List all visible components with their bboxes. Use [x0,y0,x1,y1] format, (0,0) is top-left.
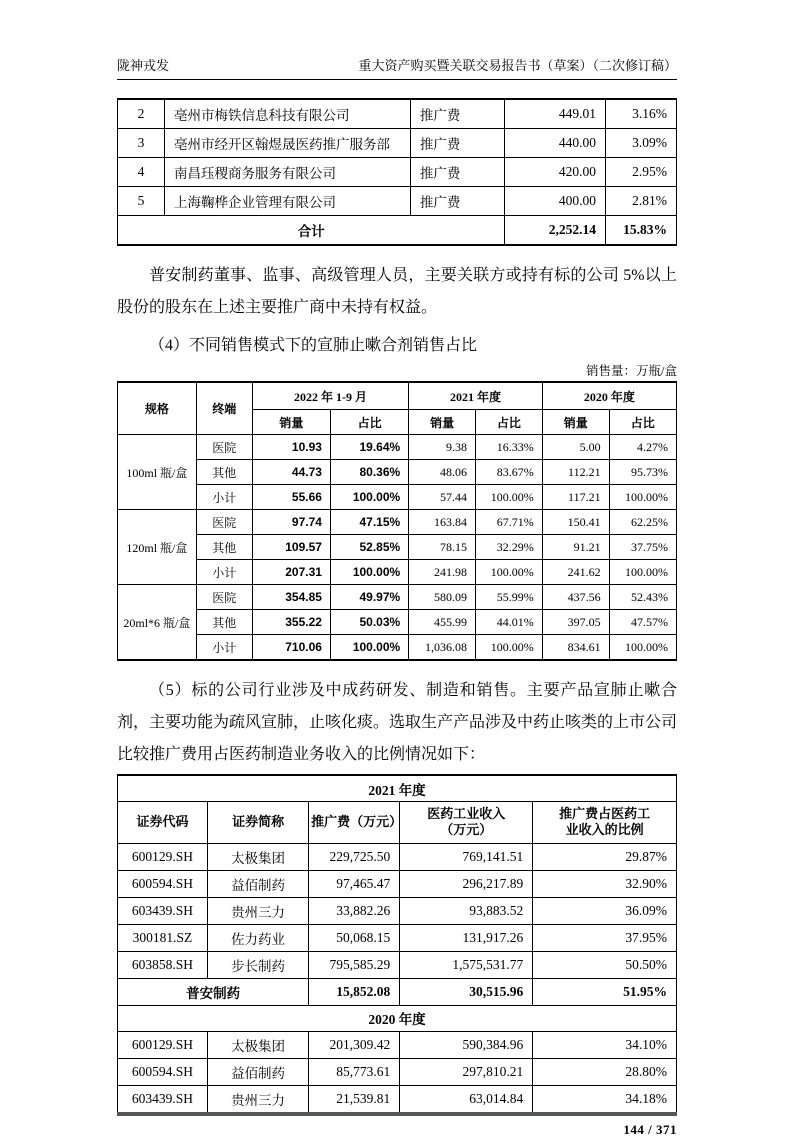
volume-cell: 48.06 [409,460,476,485]
target-name-cell: 普安制药 [118,978,309,1005]
ratio-cell: 29.87% [533,843,677,870]
total-label-cell: 合计 [118,216,505,246]
row-index-cell: 5 [118,187,165,216]
name-cell: 步长制药 [207,951,308,978]
fee-cell: 15,852.08 [309,978,400,1005]
fee-type-cell: 推广费 [410,158,504,187]
ratio-header-cell [533,802,677,844]
share-cell: 100.00% [330,560,408,585]
volume-cell: 91.21 [542,535,609,560]
share-cell: 100.00% [609,485,676,510]
volume-cell: 207.31 [252,560,330,585]
table-row [118,99,677,129]
year-band-cell: 2020 年度 [118,1005,677,1031]
share-cell: 100.00% [609,560,676,585]
income-cell: 1,575,531.77 [400,951,533,978]
name-cell: 益佰制药 [207,1058,308,1085]
unit-note: 销售量：万瓶/盒 [586,364,677,378]
volume-cell: 241.62 [542,560,609,585]
spec-cell: 100ml 瓶/盒 [118,435,197,510]
fee-header-cell: 推广费（万元） [309,802,400,844]
year-band-cell: 2021 年度 [118,775,677,802]
share-cell: 16.33% [476,435,543,460]
volume-cell: 10.93 [252,435,330,460]
share-cell: 49.97% [330,585,408,610]
peer-comparison-table [117,774,677,1116]
share-cell: 80.36% [330,460,408,485]
code-cell: 600129.SH [118,843,208,870]
name-cell: 益佰制药 [207,870,308,897]
table-row [118,610,677,635]
table-row [118,158,677,187]
table-row [118,129,677,158]
share-cell: 47.57% [609,610,676,635]
income-header-line1: 医药工业收入 [427,806,506,821]
volume-cell: 834.61 [542,635,609,661]
year-band-row [118,775,677,802]
target-company-row [118,978,677,1005]
volume-cell: 44.73 [252,460,330,485]
terminal-cell: 医院 [196,585,252,610]
share-cell: 100.00% [476,560,543,585]
fee-type-cell: 推广费 [410,99,504,129]
table-row [118,187,677,216]
terminal-header-cell: 终端 [196,382,252,435]
share-cell: 55.99% [476,585,543,610]
volume-cell: 455.99 [409,610,476,635]
promoters-table [117,98,677,246]
share-cell: 50.03% [330,610,408,635]
table-row [118,435,677,460]
share-cell: 47.15% [330,510,408,535]
volume-cell: 112.21 [542,460,609,485]
share-cell: 44.01% [476,610,543,635]
volume-cell: 710.06 [252,635,330,661]
income-cell: 63,014.84 [400,1085,533,1114]
spec-cell: 120ml 瓶/盒 [118,510,197,585]
total-row [118,216,677,246]
terminal-cell: 其他 [196,610,252,635]
volume-cell: 355.22 [252,610,330,635]
volume-cell: 163.84 [409,510,476,535]
volume-cell: 1,036.08 [409,635,476,661]
ratio-cell: 37.95% [533,924,677,951]
volume-cell: 354.85 [252,585,330,610]
company-name-cell: 亳州市梅铁信息科技有限公司 [164,99,410,129]
income-header-line2: （万元） [440,822,493,838]
terminal-cell: 小计 [196,560,252,585]
ratio-cell: 34.18% [533,1085,677,1114]
income-cell: 30,515.96 [400,978,533,1005]
percent-cell: 3.16% [605,99,676,129]
name-cell: 贵州三力 [207,897,308,924]
section-5-paragraph: （5）标的公司行业涉及中成药研发、制造和销售。主要产品宣肺止嗽合剂，主要功能为疏风宣肺，止咳化痰。选取生产产品涉及中药止咳类的上市公司比较推广费用占医药制造业务收入的比例情况如下： [117,682,678,763]
share-cell: 52.43% [609,585,676,610]
table-row [118,560,677,585]
table-row [118,460,677,485]
share-cell: 19.64% [330,435,408,460]
code-header-cell: 证券代码 [118,802,208,844]
income-cell: 296,217.89 [400,870,533,897]
volume-cell: 150.41 [542,510,609,535]
volume-header-cell: 销量 [252,410,330,435]
name-header-cell: 证券简称 [207,802,308,844]
row-index-cell: 3 [118,129,165,158]
name-cell: 太极集团 [207,1031,308,1058]
name-cell: 佐力药业 [207,924,308,951]
volume-header-cell: 销量 [542,410,609,435]
ratio-cell: 32.90% [533,870,677,897]
table-row [118,924,677,951]
table-row [118,1031,677,1058]
ratio-cell: 50.50% [533,951,677,978]
total-amount-cell: 2,252.14 [505,216,606,246]
table-row [118,635,677,661]
amount-cell: 420.00 [505,158,606,187]
period-2022-header-cell: 2022 年 1-9 月 [252,382,409,410]
fee-cell: 97,465.47 [309,870,400,897]
ratio-cell: 28.80% [533,1058,677,1085]
ratio-header-line1: 推广费占医药工 [559,806,651,821]
code-cell: 603858.SH [118,951,208,978]
paragraph-equity-statement: 普安制药董事、监事、高级管理人员，主要关联方或持有标的公司 5%以上股份的股东在上述主要推广商中未持有权益。 [117,267,677,316]
terminal-cell: 医院 [196,435,252,460]
period-2020-header-cell: 2020 年度 [542,382,676,410]
volume-cell: 9.38 [409,435,476,460]
company-name-cell: 上海鞠桦企业管理有限公司 [164,187,410,216]
ratio-cell: 51.95% [533,978,677,1005]
share-cell: 62.25% [609,510,676,535]
page-number: 144 / 371 [623,1121,677,1137]
period-2021-header-cell: 2021 年度 [409,382,543,410]
row-index-cell: 4 [118,158,165,187]
terminal-cell: 其他 [196,460,252,485]
share-header-cell: 占比 [476,410,543,435]
table-row [118,1085,677,1114]
volume-cell: 5.00 [542,435,609,460]
section-4-heading: （4）不同销售模式下的宣肺止嗽合剂销售占比 [149,337,478,354]
fee-cell: 229,725.50 [309,843,400,870]
table-row [118,485,677,510]
fee-cell: 85,773.61 [309,1058,400,1085]
fee-cell: 33,882.26 [309,897,400,924]
header-row [118,802,677,844]
share-cell: 52.85% [330,535,408,560]
volume-cell: 117.21 [542,485,609,510]
share-cell: 100.00% [330,485,408,510]
income-cell: 297,810.21 [400,1058,533,1085]
share-cell: 100.00% [476,485,543,510]
fee-cell: 50,068.15 [309,924,400,951]
company-name-cell: 亳州市经开区翰煜晟医药推广服务部 [164,129,410,158]
volume-cell: 57.44 [409,485,476,510]
percent-cell: 2.95% [605,158,676,187]
header-company-short-name: 陇神戎发 [117,58,170,73]
table-row [118,870,677,897]
share-cell: 100.00% [330,635,408,661]
income-cell: 131,917.26 [400,924,533,951]
spec-header-cell: 规格 [118,382,197,435]
year-band-row [118,1005,677,1031]
volume-cell: 580.09 [409,585,476,610]
percent-cell: 3.09% [605,129,676,158]
share-cell: 83.67% [476,460,543,485]
code-cell: 603439.SH [118,897,208,924]
terminal-cell: 医院 [196,510,252,535]
running-header [117,0,677,80]
income-cell: 93,883.52 [400,897,533,924]
fee-cell: 201,309.42 [309,1031,400,1058]
share-cell: 100.00% [476,635,543,661]
volume-cell: 78.15 [409,535,476,560]
ratio-header-line2: 业收入的比例 [565,822,644,838]
table-row [118,1058,677,1085]
table-row [118,535,677,560]
code-cell: 600594.SH [118,870,208,897]
company-name-cell: 南昌珏稷商务服务有限公司 [164,158,410,187]
terminal-cell: 小计 [196,485,252,510]
name-cell: 太极集团 [207,843,308,870]
page-content [117,0,677,1138]
total-percent-cell: 15.83% [605,216,676,246]
fee-type-cell: 推广费 [410,129,504,158]
income-cell: 769,141.51 [400,843,533,870]
share-cell: 4.27% [609,435,676,460]
table-row [118,843,677,870]
ratio-cell: 36.09% [533,897,677,924]
income-cell: 590,384.96 [400,1031,533,1058]
header-row-years [118,382,677,410]
code-cell: 300181.SZ [118,924,208,951]
spec-cell: 20ml*6 瓶/盒 [118,585,197,661]
share-cell: 95.73% [609,460,676,485]
terminal-cell: 小计 [196,635,252,661]
table-row [118,897,677,924]
row-index-cell: 2 [118,99,165,129]
volume-cell: 109.57 [252,535,330,560]
table-row [118,585,677,610]
code-cell: 600129.SH [118,1031,208,1058]
volume-cell: 437.56 [542,585,609,610]
fee-cell: 795,585.29 [309,951,400,978]
amount-cell: 400.00 [505,187,606,216]
income-header-cell [400,802,533,844]
name-cell: 贵州三力 [207,1085,308,1114]
code-cell: 600594.SH [118,1058,208,1085]
fee-cell: 21,539.81 [309,1085,400,1114]
volume-cell: 241.98 [409,560,476,585]
share-header-cell: 占比 [330,410,408,435]
sales-mix-table [117,381,677,661]
share-header-cell: 占比 [609,410,676,435]
table-row [118,951,677,978]
volume-header-cell: 销量 [409,410,476,435]
header-report-title: 重大资产购买暨关联交易报告书（草案）（二次修订稿） [358,58,677,73]
share-cell: 100.00% [609,635,676,661]
amount-cell: 440.00 [505,129,606,158]
volume-cell: 397.05 [542,610,609,635]
share-cell: 37.75% [609,535,676,560]
share-cell: 32.29% [476,535,543,560]
volume-cell: 55.66 [252,485,330,510]
code-cell: 603439.SH [118,1085,208,1114]
amount-cell: 449.01 [505,99,606,129]
percent-cell: 2.81% [605,187,676,216]
share-cell: 67.71% [476,510,543,535]
fee-type-cell: 推广费 [410,187,504,216]
volume-cell: 97.74 [252,510,330,535]
table-row [118,510,677,535]
terminal-cell: 其他 [196,535,252,560]
ratio-cell: 34.10% [533,1031,677,1058]
